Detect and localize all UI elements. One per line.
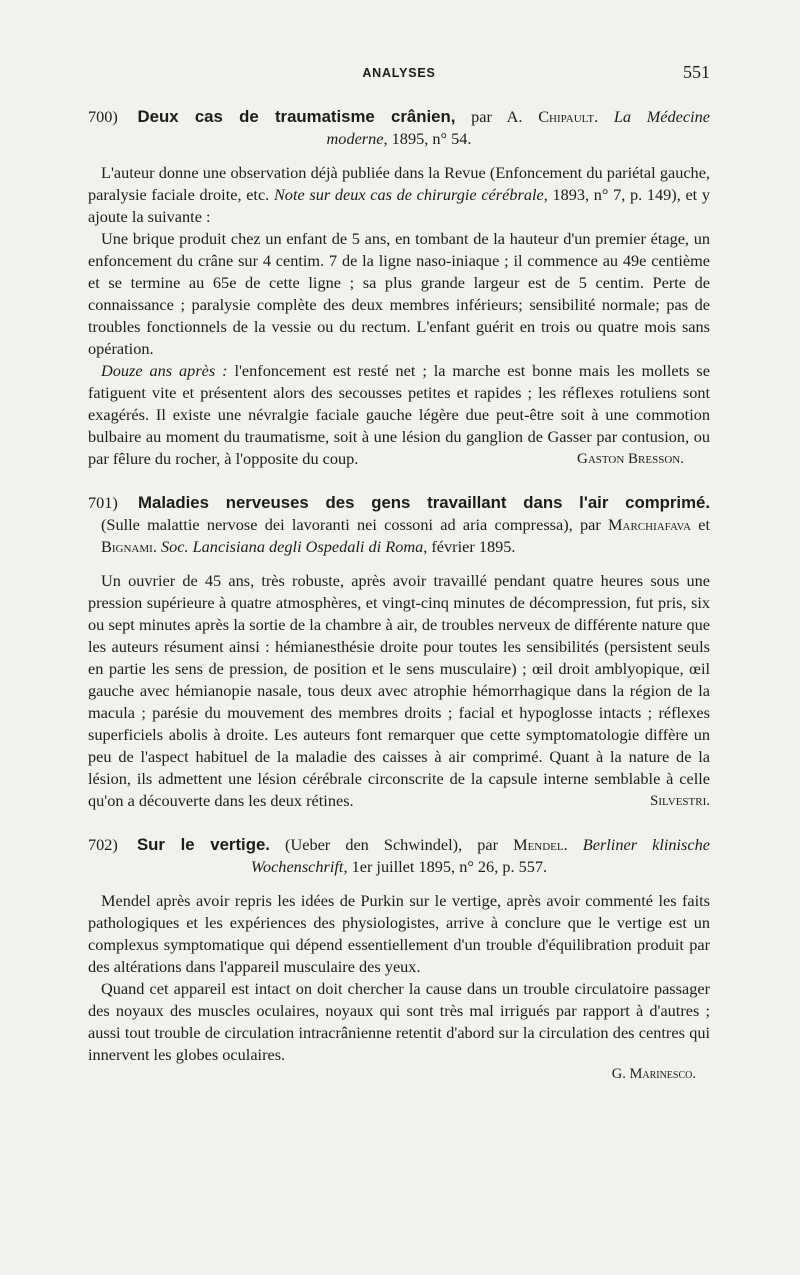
page (88, 60, 710, 1101)
entry-title: Deux cas de traumatisme crânien, (137, 107, 456, 126)
entry-heading (88, 106, 710, 150)
signature: Silvestri. (650, 793, 710, 809)
reference: , février 1895. (423, 537, 516, 556)
entry-body (88, 162, 710, 470)
byline-sep: . (563, 835, 583, 854)
page-number: 551 (683, 62, 710, 82)
author: Chipault (538, 107, 595, 126)
journal-cont: moderne (326, 129, 384, 148)
text: L'auteur donne une observation déjà publiée dans la Revue (Enfoncement du pariétal gauche, paralysie faciale droite, etc. (88, 163, 710, 204)
running-title: ANALYSES (362, 66, 436, 80)
journal: Berliner klinische (582, 835, 710, 854)
signature: Gaston Bresson. (577, 451, 684, 467)
text: l'enfoncement est resté net ; la marche est bonne mais les mollets se fatiguent vite et présentent alors des secousses petites et rapides ; les réflexes rotuliens sont exagérés. Il existe une névralgie faciale gauche légère due peut-être soit à une commotion bulbaire au moment du traumatisme, soit à une lésion du ganglion de Gasser par contusion, ou par fêlure du rocher, à l'opposite du coup. (88, 361, 710, 468)
entry-title: Maladies nerveuses des gens travaillant dans l'air comprimé. (138, 493, 711, 512)
author: Bignami (101, 537, 153, 556)
byline: par A. (455, 107, 539, 126)
paragraph (88, 360, 710, 470)
entry-700 (88, 106, 710, 470)
emphasis: Douze ans après : (101, 361, 228, 380)
entry-number: 700) (88, 107, 118, 126)
entry-heading: 701) Maladies nerveuses des gens travaillant dans l'air comprimé. (Sulle malattie nervose dei lavoranti nei cossoni ad aria compressa), par Marchiafava et Bignami. Soc. Lancisiana degli Ospedali di Roma, février 1895. (88, 493, 711, 556)
paragraph (88, 162, 710, 228)
signature: G. Marinesco. (611, 1066, 696, 1082)
text: , 1893, n° 7, p. 149), et y ajoute la suivante : (88, 185, 711, 226)
paragraph: Quand cet appareil est intact on doit chercher la cause dans un trouble circulatoire passager des noyaux des muscles oculaires, noyaux qui sont très mal irrigués par rapport à d'autres ; aussi tout trouble de circulation intracrânienne retentit d'abord sur la circulation des centres qui innervent les globes oculaires. (88, 979, 710, 1064)
conjunction: et (690, 515, 710, 534)
entry-heading (88, 834, 710, 878)
text: Un ouvrier de 45 ans, très robuste, après avoir travaillé pendant quatre heures sous une pression supérieure à quatre atmosphères, et vingt-cinq minutes de décompression, fut pris, six ou sept minutes après la sortie de la chambre à air, de troubles nerveux de différente nature que les auteurs résument ainsi : hémianesthésie droite pour toutes les sensibilités (persistent seuls en partie les sens de pression, de position et le sens musculaire) ; œil droit amblyopique, œil gauche avec hémianopie nasale, tous deux avec atrophie hémorrhagique dans la région de la macula ; parésie du mouvement des membres droits ; facial et hypoglosse intacts ; réflexes superficiels abolis à droite. Les auteurs font remarquer que cette symptomatologie diffère un peu de l'aspect habituel de la maladie des caisses à air comprimé. Quant à la nature de la lésion, ils admettent une lésion cérébrale circonscrite de la capsule interne semblable à celle qu'on a découverte dans les deux rétines. (88, 571, 710, 810)
author: Mendel (513, 835, 564, 854)
subtitle: (Sulle malattie nervose dei lavoranti nei cossoni ad aria compressa), par (101, 515, 609, 534)
byline: (Ueber den Schwindel), par (269, 835, 514, 854)
author: Marchiafava (608, 515, 691, 534)
paragraph: Une brique produit chez un enfant de 5 ans, en tombant de la hauteur d'un premier étage, un enfoncement du crâne sur 4 centim. 7 de la ligne naso-iniaque ; il commence au 49e centième et se termine au 65e de cette ligne ; sa plus grande largeur est de 5 centim. Perte de connaissance ; paralysie complète des deux membres inférieurs; sensibilité normale; pas de troubles fonctionnels de la vessie ou du rectum. L'enfant guérit en trois ou quatre mois sans opération. (88, 229, 710, 358)
paragraph (88, 570, 710, 812)
journal: La Médecine (613, 107, 711, 126)
reference: , 1er juillet 1895, n° 26, p. 557. (343, 857, 548, 876)
cited-title: Note sur deux cas de chirurgie cérébrale (273, 185, 544, 204)
byline-sep: . (594, 107, 614, 126)
entry-number: 702) (88, 835, 118, 854)
entry-body (88, 890, 710, 1083)
signature-row (88, 1066, 710, 1083)
journal-cont: Wochenschrift (250, 857, 344, 876)
entry-702 (88, 834, 710, 1083)
reference: , 1895, n° 54. (383, 129, 472, 148)
entry-number: 701) (88, 493, 118, 512)
paragraph: Mendel après avoir repris les idées de Purkin sur le vertige, après avoir commenté les faits pathologiques et les expériences des physiologistes, arrive à conclure que le vertige est un complexus symptomatique qui dépend essentiellement d'un trouble d'équilibration produit par des altérations dans l'appareil musculaire des yeux. (88, 891, 710, 976)
entry-title: Sur le vertige. (136, 835, 270, 854)
journal: Soc. Lancisiana degli Ospedali di Roma (160, 537, 424, 556)
entry-701 (88, 492, 710, 812)
running-header (88, 60, 710, 84)
entry-body (88, 570, 710, 812)
